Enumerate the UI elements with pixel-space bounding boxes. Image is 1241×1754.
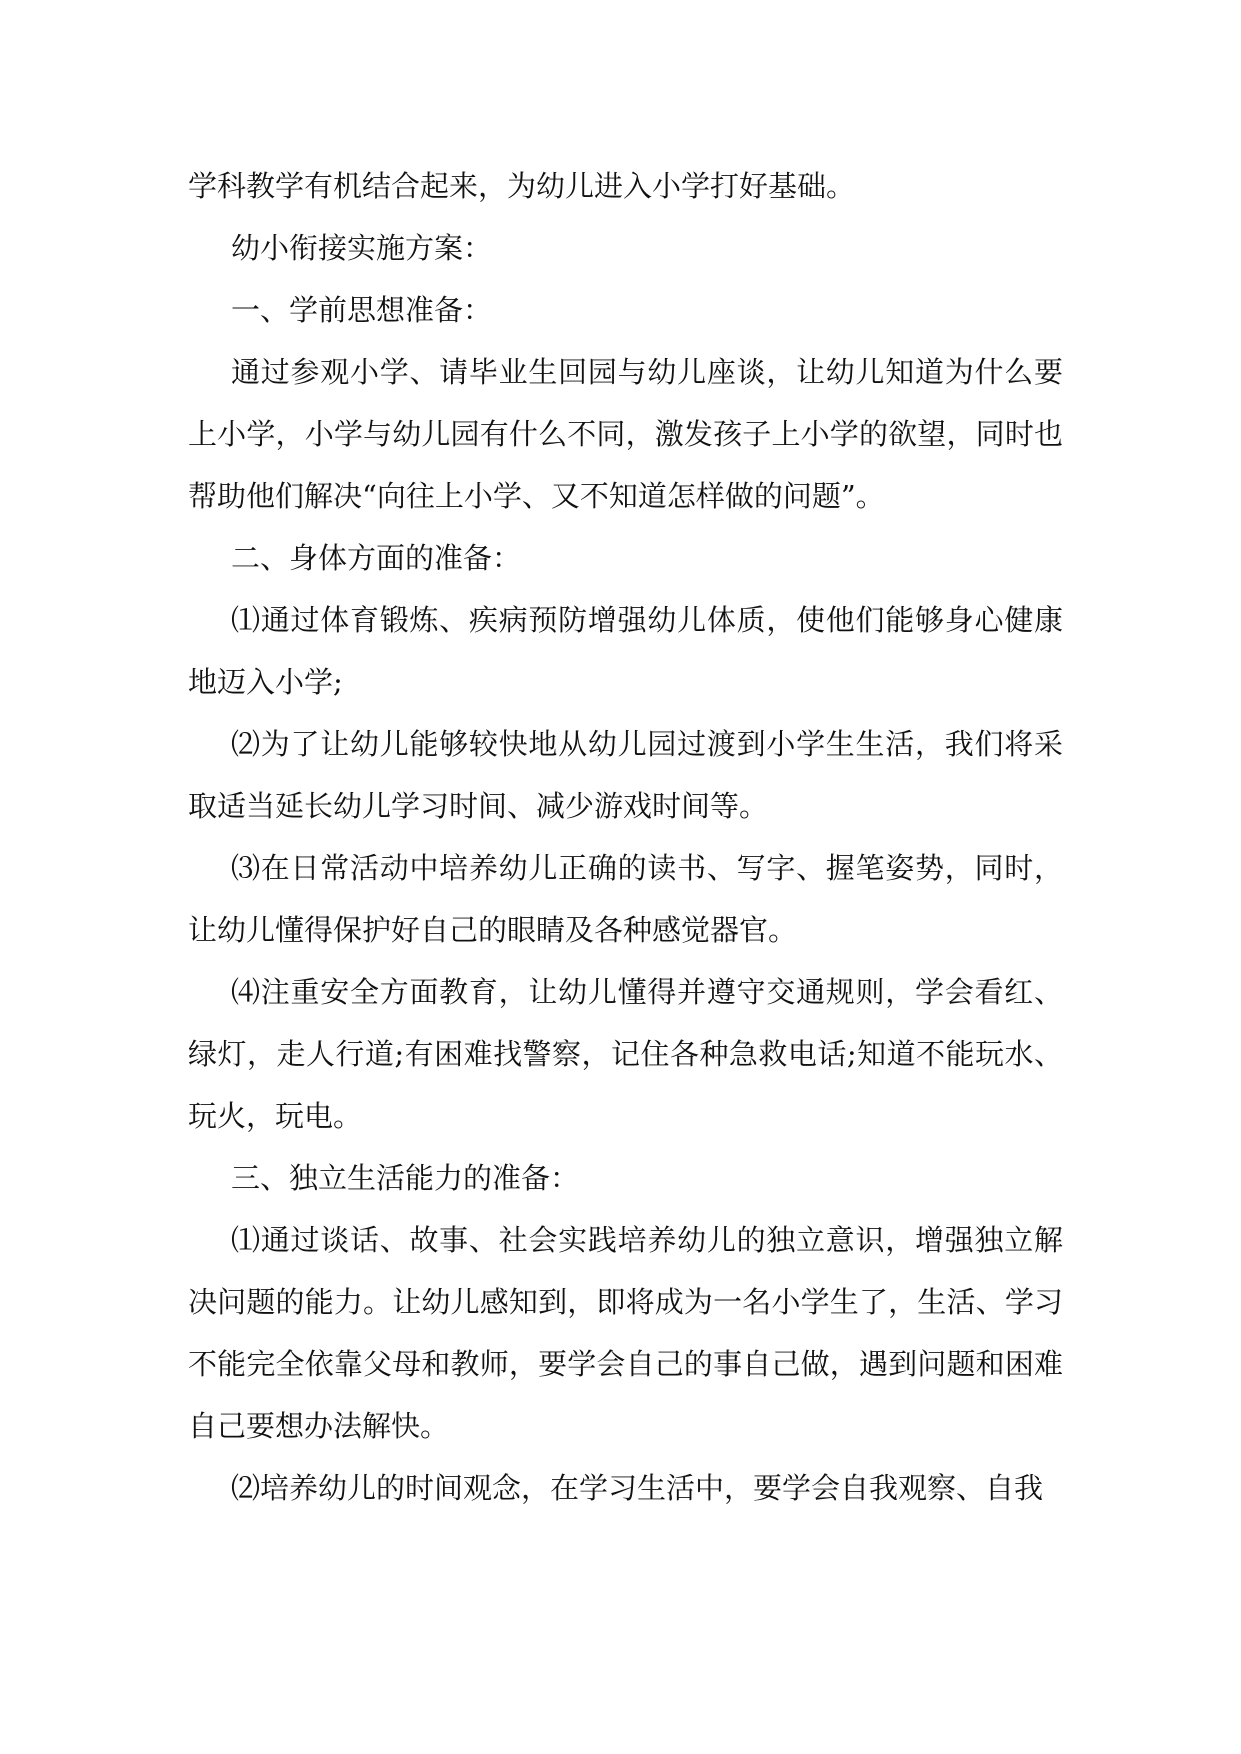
- section-heading-2: 二、身体方面的准备：: [231, 541, 522, 575]
- list-item: ⑵培养幼儿的时间观念，在学习生活中，要学会自我观察、自我: [231, 1471, 1044, 1505]
- paragraph: 通过参观小学、请毕业生回园与幼儿座谈，让幼儿知道为什么要上小学，小学与幼儿园有什么不同，激发孩子上小学的欲望，同时也帮助他们解决“向往上小学、又不知道怎样做的问题”。: [188, 355, 1063, 513]
- document-body: [188, 155, 1063, 1519]
- list-item: ⑶在日常活动中培养幼儿正确的读书、写字、握笔姿势，同时，让幼儿懂得保护好自己的眼睛及各种感觉器官。: [188, 851, 1063, 947]
- list-item: ⑷注重安全方面教育，让幼儿懂得并遵守交通规则，学会看红、绿灯，走人行道;有困难找警察，记住各种急救电话;知道不能玩水、玩火，玩电。: [188, 975, 1063, 1133]
- section-heading-1: 一、学前思想准备：: [231, 293, 493, 327]
- list-item: ⑴通过体育锻炼、疾病预防增强幼儿体质，使他们能够身心健康地迈入小学;: [188, 603, 1063, 699]
- list-item: ⑵为了让幼儿能够较快地从幼儿园过渡到小学生生活，我们将采取适当延长幼儿学习时间、减少游戏时间等。: [188, 727, 1063, 823]
- section-heading-plan: 幼小衔接实施方案：: [231, 231, 493, 265]
- paragraph-continuation: 学科教学有机结合起来，为幼儿进入小学打好基础。: [188, 169, 856, 203]
- list-item: ⑴通过谈话、故事、社会实践培养幼儿的独立意识，增强独立解决问题的能力。让幼儿感知到，即将成为一名小学生了，生活、学习不能完全依靠父母和教师，要学会自己的事自己做，遇到问题和困难自己要想办法解快。: [188, 1223, 1063, 1443]
- section-heading-3: 三、独立生活能力的准备：: [231, 1161, 580, 1195]
